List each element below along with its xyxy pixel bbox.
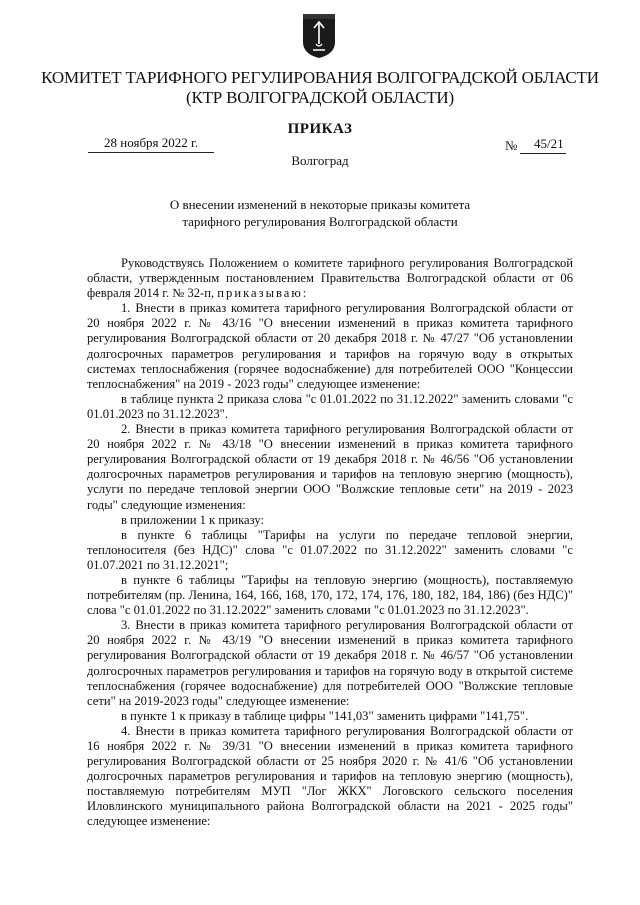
document-type-title: ПРИКАЗ [287,121,353,137]
number-sign: № [505,138,518,153]
order-number: 45/21 [534,136,564,151]
paragraph-2-change-1: в пункте 6 таблицы "Тарифы на услуги по передаче тепловой энергии, теплоносителя (без НДС)" слова "с 01.07.2022 по 31.12.2022" заменить словами "с 01.07.2021 по 31.12.2021"; [87,527,573,572]
paragraph-3-change: в пункте 1 к приказу в таблице цифры "141,03" заменить цифрами "141,75". [121,708,529,723]
order-body [87,256,573,830]
subject-line-1: О внесении изменений в некоторые приказы комитета [169,197,471,212]
paragraph-1: 1. Внести в приказ комитета тарифного регулирования Волгоградской области от 20 ноября 2022 г. № 43/16 "О внесении изменений в приказ комитета тарифного регулирования Волгоградской области от 20 декабря 2018 г. № 47/27 "Об установлении долгосрочных параметров регулирования и тарифов на горячую воду в открытых системах теплоснабжения (горячее водоснабжение) для потребителей ООО "Концессии теплоснабжения" на 2019 - 2023 годы" следующее изменение: [87,301,573,391]
paragraph-2-change-2: в пункте 6 таблицы "Тарифы на тепловую энергию (мощность), поставляемую потребителям (пр. Ленина, 164, 166, 168, 170, 172, 174, 176, 180, 182, 184, 186) (без НДС)" слова "с 01.01.2022 по 31.12.2022" заменить словами "с 01.01.2023 по 31.12.2023". [87,572,573,618]
coat-of-arms-emblem [300,12,338,60]
paragraph-1-change: в таблице пункта 2 приказа слова "с 01.01.2022 по 31.12.2022" заменить словами "с 01.01.2023 по 31.12.2023". [87,391,573,421]
subject-line-2: тарифного регулирования Волгоградской области [182,214,458,229]
preamble-text: Руководствуясь Положением о комитете тарифного регулирования Волгоградской области, утвержденным постановлением Правительства Волгоградской области от 06 февраля 2014 г. № 32-п, [87,256,573,301]
paragraph-4: 4. Внести в приказ комитета тарифного регулирования Волгоградской области от 16 ноября 2022 г. № 39/31 "О внесении изменений в приказ комитета тарифного регулирования Волгоградской области от 25 ноября 2020 г. № 41/6 "Об установлении долгосрочных параметров регулирования и тарифов на тепловую энергию (мощность), поставляемую потребителям МУП "Лог ЖКХ" Логовского сельского поселения Иловлинского муниципального района Волгоградской области на 2021 - 2025 годы" следующее изменение: [87,723,573,829]
paragraph-2: 2. Внести в приказ комитета тарифного регулирования Волгоградской области от 20 ноября 2022 г. № 43/18 "О внесении изменений в приказ комитета тарифного регулирования Волгоградской области от 19 декабря 2018 г. № 46/56 "Об установлении долгосрочных параметров регулирования и тарифов на тепловую энергию (мощность), услуги по передаче тепловой энергии ООО "Волжские тепловые сети" на 2019 - 2023 годы" следующие изменения: [87,422,573,512]
paragraph-2-appendix: в приложении 1 к приказу: [121,512,264,527]
organization-name: КОМИТЕТ ТАРИФНОГО РЕГУЛИРОВАНИЯ ВОЛГОГРАДСКОЙ ОБЛАСТИ [41,68,599,87]
order-word: приказываю: [217,286,309,301]
city-name: Волгоград [291,153,349,168]
order-date: 28 ноября 2022 г. [104,135,199,150]
paragraph-3: 3. Внести в приказ комитета тарифного регулирования Волгоградской области от 20 ноября 2022 г. № 43/19 "О внесении изменений в приказ комитета тарифного регулирования Волгоградской области от 19 декабря 2018 г. № 46/57 "Об установлении долгосрочных параметров регулирования и тарифов на горячую воду в открытой системе теплоснабжения (горячее водоснабжение) для потребителей ООО "Волжские тепловые сети" на 2019-2023 годы" следующее изменение: [87,618,573,708]
preamble-paragraph [87,256,573,301]
organization-short-name: (КТР ВОЛГОГРАДСКОЙ ОБЛАСТИ) [186,88,454,107]
order-subject [0,196,640,230]
